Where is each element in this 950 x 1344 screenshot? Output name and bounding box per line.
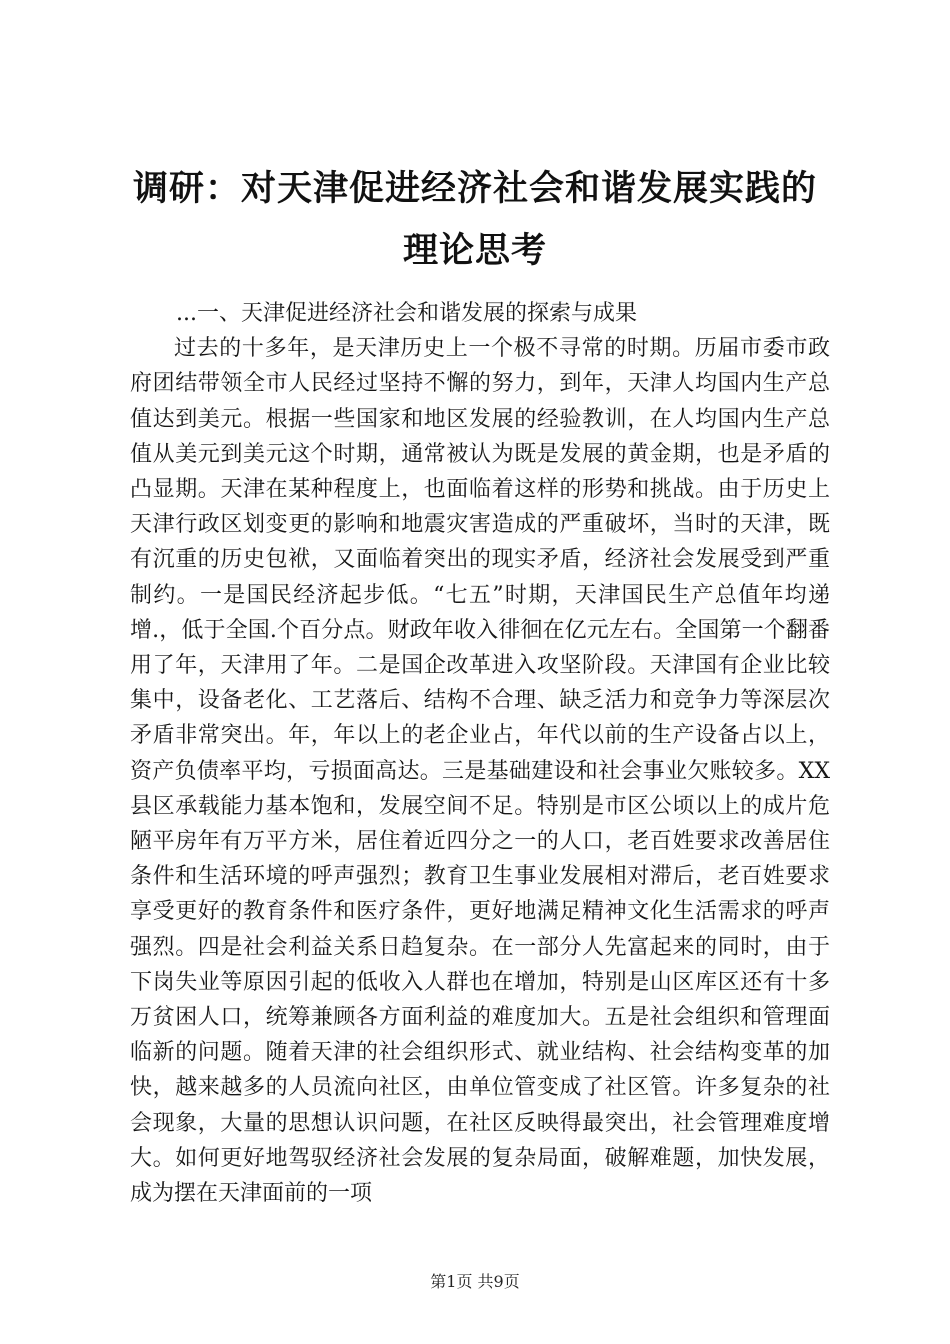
document-title: 调研：对天津促进经济社会和谐发展实践的理论思考: [132, 169, 817, 271]
page-number-footer: 第1页 共9页: [430, 1272, 520, 1291]
body-paragraph: 过去的十多年，是天津历史上一个极不寻常的时期。历届市委市政府团结带领全市人民经过坚持不懈的努力，到年，天津人均国内生产总值达到美元。根据一些国家和地区发展的经验教训，在人均国内生产总值从美元到美元这个时期，通常被认为既是发展的黄金期，也是矛盾的凸显期。天津在某种程度上，也面临着这样的形势和挑战。由于历史上天津行政区划变更的影响和地震灾害造成的严重破坏，当时的天津，既有沉重的历史包袱，又面临着突出的现实矛盾，经济社会发展受到严重制约。一是国民经济起步低。“七五”时期，天津国民生产总值年均递增.，低于全国.个百分点。财政年收入徘徊在亿元左右。全国第一个翻番用了年，天津用了年。二是国企改革进入攻坚阶段。天津国有企业比较集中，设备老化、工艺落后、结构不合理、缺乏活力和竞争力等深层次矛盾非常突出。年，年以上的老企业占，年代以前的生产设备占以上，资产负债率平均，亏损面高达。三是基础建设和社会事业欠账较多。XX县区承载能力基本饱和，发展空间不足。特别是市区公顷以上的成片危陋平房年有万平方米，居住着近四分之一的人口，老百姓要求改善居住条件和生活环境的呼声强烈；教育卫生事业发展相对滞后，老百姓要求享受更好的教育条件和医疗条件，更好地满足精神文化生活需求的呼声强烈。四是社会利益关系日趋复杂。在一部分人先富起来的同时，由于下岗失业等原因引起的低收入人群也在增加，特别是山区库区还有十多万贫困人口，统筹兼顾各方面利益的难度加大。五是社会组织和管理面临新的问题。随着天津的社会组织形式、就业结构、社会结构变革的加快，越来越多的人员流向社区，由单位管变成了社区管。许多复杂的社会现象，大量的思想认识问题，在社区反映得最突出，社会管理难度增大。如何更好地驾驭经济社会发展的复杂局面，破解难题，加快发展，成为摆在天津面前的一项: [130, 336, 830, 1207]
section-heading: ...一、天津促进经济社会和谐发展的探索与成果: [176, 301, 637, 326]
document-body: [130, 296, 830, 1211]
